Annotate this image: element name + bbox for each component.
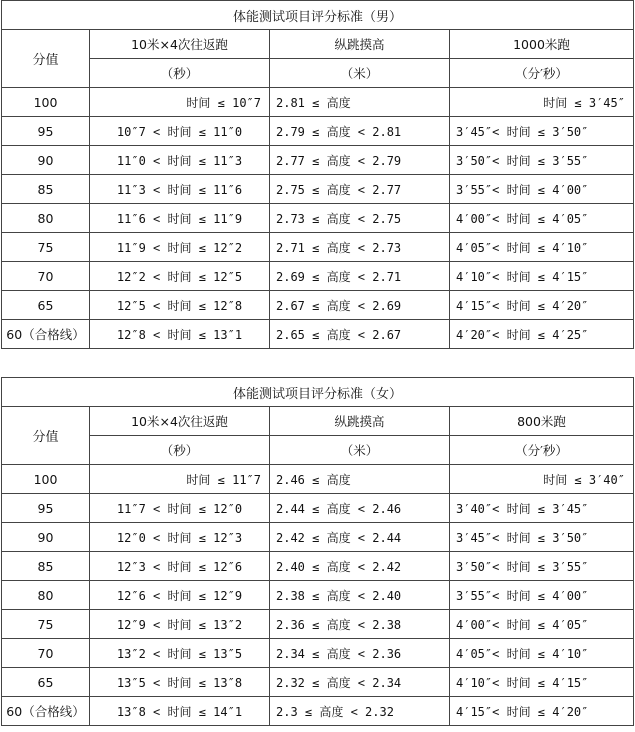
female-table-title: 体能测试项目评分标准（女） (2, 378, 634, 407)
table-row (2, 465, 634, 494)
vertical-jump-cell: 2.32 ≤ 高度 < 2.34 (270, 668, 450, 697)
shuttle-run-cell: 11″7 < 时间 ≤ 12″0 (90, 494, 270, 523)
female-title-row (2, 378, 634, 407)
distance-run-cell: 时间 ≤ 3′45″ (450, 88, 634, 117)
table-row (2, 668, 634, 697)
score-cell: 90 (2, 146, 90, 175)
score-cell: 100 (2, 465, 90, 494)
shuttle-run-cell: 12″9 < 时间 ≤ 13″2 (90, 610, 270, 639)
distance-run-cell: 4′10″< 时间 ≤ 4′15″ (450, 668, 634, 697)
distance-run-cell: 4′20″< 时间 ≤ 4′25″ (450, 320, 634, 349)
vertical-jump-cell: 2.34 ≤ 高度 < 2.36 (270, 639, 450, 668)
score-cell: 100 (2, 88, 90, 117)
distance-run-cell: 3′50″< 时间 ≤ 3′55″ (450, 146, 634, 175)
score-cell: 85 (2, 175, 90, 204)
male-score-header: 分值 (2, 30, 90, 88)
male-standards-table (1, 0, 634, 349)
table-row (2, 204, 634, 233)
vertical-jump-cell: 2.42 ≤ 高度 < 2.44 (270, 523, 450, 552)
vertical-jump-cell: 2.40 ≤ 高度 < 2.42 (270, 552, 450, 581)
male-col2-unit: （米） (270, 59, 450, 88)
distance-run-cell: 4′10″< 时间 ≤ 4′15″ (450, 262, 634, 291)
shuttle-run-cell: 10″7 < 时间 ≤ 11″0 (90, 117, 270, 146)
shuttle-run-cell: 12″0 < 时间 ≤ 12″3 (90, 523, 270, 552)
vertical-jump-cell: 2.36 ≤ 高度 < 2.38 (270, 610, 450, 639)
male-table-title: 体能测试项目评分标准（男） (2, 1, 634, 30)
score-cell: 95 (2, 494, 90, 523)
shuttle-run-cell: 12″8 < 时间 ≤ 13″1 (90, 320, 270, 349)
score-cell: 80 (2, 581, 90, 610)
vertical-jump-cell: 2.75 ≤ 高度 < 2.77 (270, 175, 450, 204)
female-col3-name: 800米跑 (450, 407, 634, 436)
distance-run-cell: 4′05″< 时间 ≤ 4′10″ (450, 639, 634, 668)
table-row (2, 494, 634, 523)
male-col3-unit: （分′秒） (450, 59, 634, 88)
female-unit-row (2, 436, 634, 465)
score-cell: 75 (2, 610, 90, 639)
distance-run-cell: 4′15″< 时间 ≤ 4′20″ (450, 697, 634, 726)
distance-run-cell: 3′50″< 时间 ≤ 3′55″ (450, 552, 634, 581)
score-cell: 90 (2, 523, 90, 552)
shuttle-run-cell: 13″5 < 时间 ≤ 13″8 (90, 668, 270, 697)
score-cell: 60（合格线） (2, 320, 90, 349)
vertical-jump-cell: 2.46 ≤ 高度 (270, 465, 450, 494)
table-row (2, 291, 634, 320)
shuttle-run-cell: 12″5 < 时间 ≤ 12″8 (90, 291, 270, 320)
table-row (2, 175, 634, 204)
shuttle-run-cell: 11″9 < 时间 ≤ 12″2 (90, 233, 270, 262)
male-table-body (2, 1, 634, 88)
table-row (2, 610, 634, 639)
shuttle-run-cell: 时间 ≤ 11″7 (90, 465, 270, 494)
score-cell: 75 (2, 233, 90, 262)
distance-run-cell: 3′45″< 时间 ≤ 3′50″ (450, 523, 634, 552)
vertical-jump-cell: 2.67 ≤ 高度 < 2.69 (270, 291, 450, 320)
shuttle-run-cell: 13″8 < 时间 ≤ 14″1 (90, 697, 270, 726)
table-row (2, 697, 634, 726)
male-data-rows (2, 88, 634, 349)
male-unit-row (2, 59, 634, 88)
distance-run-cell: 3′45″< 时间 ≤ 3′50″ (450, 117, 634, 146)
shuttle-run-cell: 12″2 < 时间 ≤ 12″5 (90, 262, 270, 291)
vertical-jump-cell: 2.73 ≤ 高度 < 2.75 (270, 204, 450, 233)
shuttle-run-cell: 12″3 < 时间 ≤ 12″6 (90, 552, 270, 581)
score-cell: 95 (2, 117, 90, 146)
female-col3-unit: （分′秒） (450, 436, 634, 465)
table-row (2, 320, 634, 349)
score-cell: 60（合格线） (2, 697, 90, 726)
vertical-jump-cell: 2.44 ≤ 高度 < 2.46 (270, 494, 450, 523)
male-col3-name: 1000米跑 (450, 30, 634, 59)
shuttle-run-cell: 12″6 < 时间 ≤ 12″9 (90, 581, 270, 610)
female-data-rows (2, 465, 634, 726)
shuttle-run-cell: 11″6 < 时间 ≤ 11″9 (90, 204, 270, 233)
female-score-header: 分值 (2, 407, 90, 465)
vertical-jump-cell: 2.77 ≤ 高度 < 2.79 (270, 146, 450, 175)
distance-run-cell: 3′40″< 时间 ≤ 3′45″ (450, 494, 634, 523)
score-cell: 85 (2, 552, 90, 581)
female-header-row (2, 407, 634, 436)
shuttle-run-cell: 13″2 < 时间 ≤ 13″5 (90, 639, 270, 668)
shuttle-run-cell: 11″3 < 时间 ≤ 11″6 (90, 175, 270, 204)
table-row (2, 639, 634, 668)
score-cell: 70 (2, 639, 90, 668)
male-col1-unit: （秒） (90, 59, 270, 88)
distance-run-cell: 3′55″< 时间 ≤ 4′00″ (450, 175, 634, 204)
table-row (2, 552, 634, 581)
distance-run-cell: 4′05″< 时间 ≤ 4′10″ (450, 233, 634, 262)
table-row (2, 88, 634, 117)
female-table-body (2, 378, 634, 465)
score-cell: 65 (2, 291, 90, 320)
female-col1-name: 10米×4次往返跑 (90, 407, 270, 436)
vertical-jump-cell: 2.71 ≤ 高度 < 2.73 (270, 233, 450, 262)
distance-run-cell: 4′15″< 时间 ≤ 4′20″ (450, 291, 634, 320)
table-row (2, 581, 634, 610)
vertical-jump-cell: 2.65 ≤ 高度 < 2.67 (270, 320, 450, 349)
distance-run-cell: 时间 ≤ 3′40″ (450, 465, 634, 494)
male-col1-name: 10米×4次往返跑 (90, 30, 270, 59)
vertical-jump-cell: 2.81 ≤ 高度 (270, 88, 450, 117)
vertical-jump-cell: 2.38 ≤ 高度 < 2.40 (270, 581, 450, 610)
score-cell: 65 (2, 668, 90, 697)
table-row (2, 117, 634, 146)
shuttle-run-cell: 11″0 < 时间 ≤ 11″3 (90, 146, 270, 175)
female-col2-unit: （米） (270, 436, 450, 465)
distance-run-cell: 4′00″< 时间 ≤ 4′05″ (450, 610, 634, 639)
vertical-jump-cell: 2.3 ≤ 高度 < 2.32 (270, 697, 450, 726)
table-row (2, 233, 634, 262)
vertical-jump-cell: 2.79 ≤ 高度 < 2.81 (270, 117, 450, 146)
table-row (2, 523, 634, 552)
shuttle-run-cell: 时间 ≤ 10″7 (90, 88, 270, 117)
score-cell: 70 (2, 262, 90, 291)
male-title-row (2, 1, 634, 30)
distance-run-cell: 4′00″< 时间 ≤ 4′05″ (450, 204, 634, 233)
female-col1-unit: （秒） (90, 436, 270, 465)
score-cell: 80 (2, 204, 90, 233)
male-header-row (2, 30, 634, 59)
female-col2-name: 纵跳摸高 (270, 407, 450, 436)
distance-run-cell: 3′55″< 时间 ≤ 4′00″ (450, 581, 634, 610)
vertical-jump-cell: 2.69 ≤ 高度 < 2.71 (270, 262, 450, 291)
male-col2-name: 纵跳摸高 (270, 30, 450, 59)
table-row (2, 262, 634, 291)
female-standards-table (1, 377, 634, 726)
table-row (2, 146, 634, 175)
